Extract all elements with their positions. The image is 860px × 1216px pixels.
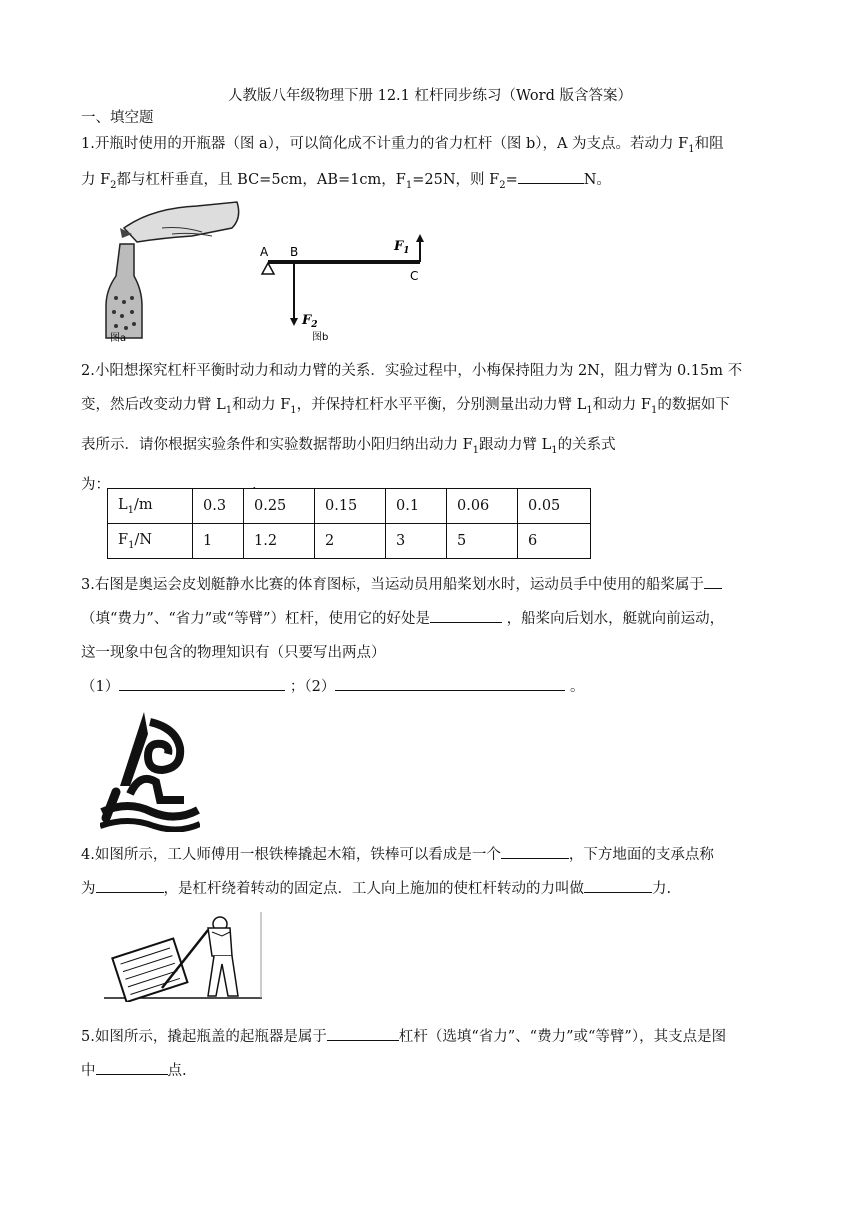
question-2: 2.小阳想探究杠杆平衡时动力和动力臂的关系．实验过程中，小梅保持阻力为 2N，阻力臂为 0.15m 不 变，然后改变动力臂 $L_1$和动力 $F_1$，并保持杠杆水平平衡，分别测量出动力臂 $L_1$和动力 $F_1$的数据如下 表所示．请你根据实验条件和实验数据帮助小阳归纳出动力 $F_1$跟动力臂 $L_1$的关系式 为： . [81, 363, 743, 493]
table-header-cell: $L_1/m$ [108, 489, 193, 524]
force-f1-label: $F_1$ [394, 239, 410, 256]
experiment-data-table [107, 488, 591, 559]
answer-blank[interactable] [501, 842, 569, 859]
force-f2-label: $F_2$ [302, 313, 318, 330]
answer-blank[interactable] [327, 1024, 399, 1041]
figure-b-label: 图b [312, 332, 329, 343]
table-cell: 1 [193, 524, 244, 559]
table-row [108, 489, 591, 524]
document-title: 人教版八年级物理下册 12.1 杠杆同步练习（Word 版含答案） [228, 88, 632, 104]
section-heading: 一、填空题 [81, 110, 154, 126]
table-cell: 0.3 [193, 489, 244, 524]
table-cell: 0.25 [244, 489, 315, 524]
table-cell: 5 [447, 524, 518, 559]
answer-blank[interactable] [518, 167, 584, 184]
answer-blank[interactable] [96, 876, 164, 893]
table-cell: 1.2 [244, 524, 315, 559]
table-cell: 6 [518, 524, 591, 559]
answer-blank[interactable] [119, 674, 285, 691]
table-cell: 0.05 [518, 489, 591, 524]
answer-blank[interactable] [704, 572, 722, 589]
table-cell: 0.06 [447, 489, 518, 524]
answer-blank[interactable] [110, 472, 252, 489]
point-a-label: A [260, 245, 269, 259]
table-cell: 3 [386, 524, 447, 559]
table-cell: 0.1 [386, 489, 447, 524]
bottle-opener-figure-a [102, 198, 244, 344]
table-header-cell: $F_1/N$ [108, 524, 193, 559]
question-3: 3.右图是奥运会皮划艇静水比赛的体育图标，当运动员用船桨划水时，运动员手中使用的船桨属于 （填“费力”、“省力”或“等臂”）杠杆，使用它的好处是 ，船桨向后划水，艇就向前运动， 这一现象中包含的物理知识有（只要写出两点） （1） ；（2） 。 [81, 568, 781, 704]
question-4: 4.如图所示，工人师傅用一根铁棒撬起木箱，铁棒可以看成是一个 ，下方地面的支承点称 为 ，是杠杆绕着转动的固定点．工人向上施加的使杠杆转动的力叫做 力. [81, 838, 781, 906]
point-c-label: C [410, 269, 419, 283]
table-cell: 0.15 [315, 489, 386, 524]
canoe-sport-pictogram [100, 708, 200, 832]
lever-diagram-figure-b [254, 232, 434, 344]
question-5: 5.如图所示，撬起瓶盖的起瓶器是属于 杠杆（选填“省力”、“费力”或“等臂”），其支点是图 中 点. [81, 1020, 781, 1088]
table-cell: 2 [315, 524, 386, 559]
worker-crowbar-figure [104, 910, 264, 1002]
table-row [108, 524, 591, 559]
figure-a-label: 图a [110, 333, 127, 344]
answer-blank[interactable] [584, 876, 652, 893]
point-b-label: B [290, 245, 299, 259]
answer-blank[interactable] [96, 1058, 168, 1075]
question-1: 1.开瓶时使用的开瓶器（图 a），可以简化成不计重力的省力杠杆（图 b），A 为支点。若动力 $F_1$和阻 力 $F_2$都与杠杆垂直，且 BC=5cm，AB=1cm，$F_1=25N$，则 $F_2= N$。 [81, 136, 724, 191]
answer-blank[interactable] [335, 674, 565, 691]
answer-blank[interactable] [430, 606, 502, 623]
